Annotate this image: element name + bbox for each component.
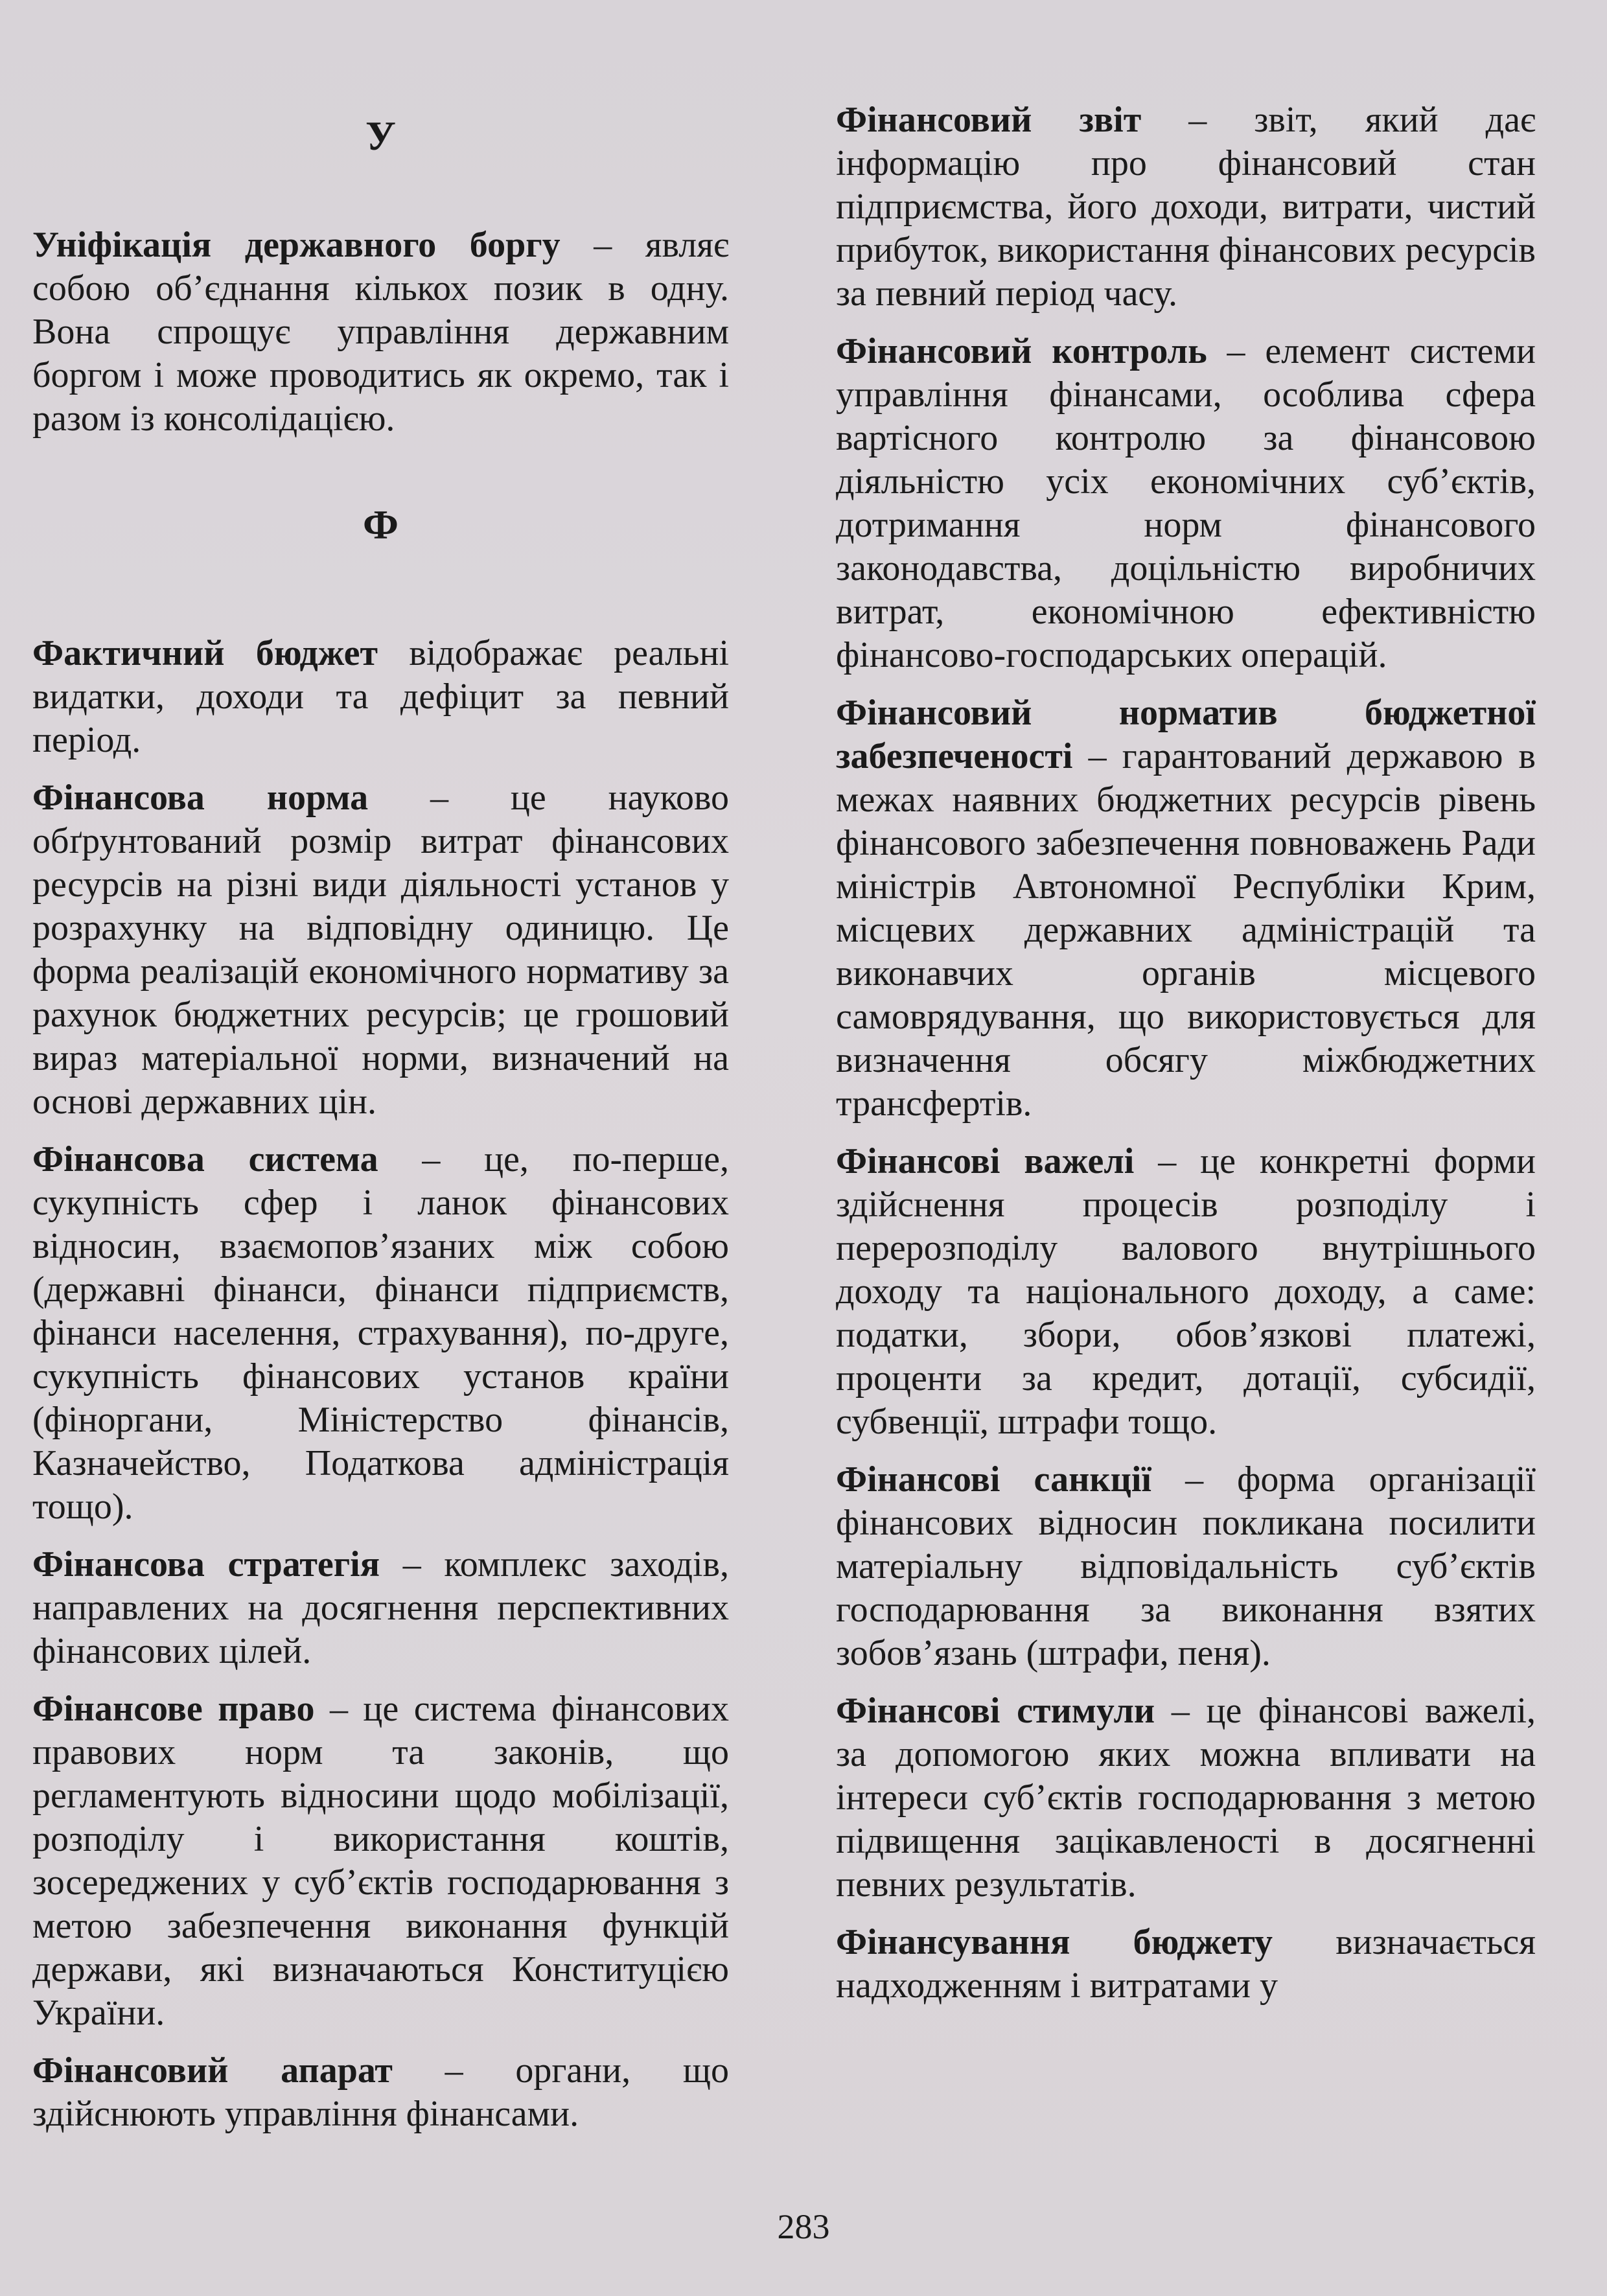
right-column xyxy=(836,99,1536,2022)
entry-term: Фінансова норма xyxy=(32,778,369,818)
entry-definition: визначається надходженням і витратами у xyxy=(836,1922,1536,2006)
entry-term: Фінансування бюджету xyxy=(836,1922,1273,1962)
glossary-entry xyxy=(32,1138,729,1529)
entry-term: Фінансові стимули xyxy=(836,1691,1155,1731)
entry-definition: – гарантований державою в межах наявних бюджетних ресурсів рівень фінансового забезпечення повноважень Ради міністрів Автономної Республіки Крим, місцевих державних адміністрацій та виконавчих органів місцевого самоврядування, що використовується для визначення обсягу міжбюджетних трансфертів. xyxy=(836,736,1536,1124)
glossary-entry xyxy=(836,99,1536,316)
glossary-entry xyxy=(836,1921,1536,2008)
section-letter-u: У xyxy=(365,113,396,159)
glossary-entry xyxy=(32,1543,729,1673)
entry-definition: відображає реальні видатки, доходи та дефіцит за певний період. xyxy=(32,633,730,760)
page-number: 283 xyxy=(777,2207,830,2246)
glossary-entry xyxy=(32,2049,729,2136)
entry-definition: – звіт, який дає інформацію про фінансовий стан підприємства, його доходи, витрати, чистий прибуток, використання фінансових ресурсів за певний період часу. xyxy=(836,100,1536,314)
entry-term: Фінансові санкції xyxy=(836,1459,1151,1500)
entry-term: Фінансовий контроль xyxy=(836,331,1207,371)
glossary-entry xyxy=(32,1687,729,2035)
glossary-entry xyxy=(836,691,1536,1126)
entry-term: Фінансове право xyxy=(32,1689,315,1729)
entry-definition: – це фінансові важелі, за допомогою яких можна впливати на інтереси суб’єктів господарювання з метою підвищення зацікавленості в досягненні певних результатів. xyxy=(836,1691,1536,1905)
section-letter-f: Ф xyxy=(363,502,399,548)
entry-term: Фактичний бюджет xyxy=(32,633,378,673)
entry-term: Фінансова система xyxy=(32,1139,378,1179)
left-column xyxy=(32,97,729,2150)
entry-definition: – це, по-перше, сукупність сфер і ланок фінансових відносин, взаємопов’язаних між собою (державні фінанси, фінанси підприємств, фінанси населення, страхування), по-друге, сукупність фінансових установ країни (фіноргани, Міністерство фінансів, Казначейство, Податкова адміністрація тощо). xyxy=(32,1139,729,1527)
entry-definition: – це науково обґрунтований розмір витрат фінансових ресурсів на різні види діяльності установ у розрахунку на відповідну одиницю. Це форма реалізацій економічного нормативу за рахунок бюджетних ресурсів; це грошовий вираз матеріальної норми, визначений на основі державних цін. xyxy=(32,778,729,1122)
entry-term: Фінансові важелі xyxy=(836,1141,1135,1181)
entry-definition: – являє собою об’єднання кількох позик в одну. Вона спрощує управління державним боргом і може проводитись як окремо, так і разом із консолідацією. xyxy=(32,225,729,439)
glossary-entry xyxy=(32,776,729,1124)
entry-definition: – це конкретні форми здійснення процесів розподілу і перерозподілу валового внутрішнього доходу та національного доходу, а саме: податки, збори, обов’язкові платежі, проценти за кредит, дотації, субсидії, субвенції, штрафи тощо. xyxy=(836,1141,1536,1442)
entry-term: Фінансова стратегія xyxy=(32,1544,380,1584)
glossary-entry xyxy=(32,224,729,441)
entry-term: Фінансовий апарат xyxy=(32,2050,393,2091)
entry-term: Уніфікація державного боргу xyxy=(32,225,561,265)
glossary-entry xyxy=(836,330,1536,677)
glossary-entry xyxy=(836,1140,1536,1444)
entry-definition: – органи, що здійснюють управління фінансами. xyxy=(32,2050,729,2134)
entry-term: Фінансовий звіт xyxy=(836,100,1142,140)
glossary-entry xyxy=(32,632,729,762)
entry-definition: – форма організації фінансових відносин покликана посилити матеріальну відповідальність суб’єктів господарювання за виконання взятих зобов’язань (штрафи, пеня). xyxy=(836,1459,1536,1673)
glossary-entry xyxy=(836,1458,1536,1675)
entry-term: Фінансовий норматив бюджетної забезпеченості xyxy=(836,693,1536,776)
entry-definition: – комплекс заходів, направлених на досягнення перспективних фінансових цілей. xyxy=(32,1544,729,1671)
entry-definition: – елемент системи управління фінансами, особлива сфера вартісного контролю за фінансовою діяльністю усіх економічних суб’єктів, дотримання норм фінансового законодавства, доцільністю виробничих витрат, економічною ефективністю фінансово-господарських операцій. xyxy=(836,331,1536,675)
glossary-entry xyxy=(836,1689,1536,1907)
entry-definition: – це система фінансових правових норм та законів, що регламентують відносини щодо мобілізації, розподілу і використання коштів, зосереджених у суб’єктів господарювання з метою забезпечення виконання функцій держави, які визначаються Конституцією України. xyxy=(32,1689,729,2033)
